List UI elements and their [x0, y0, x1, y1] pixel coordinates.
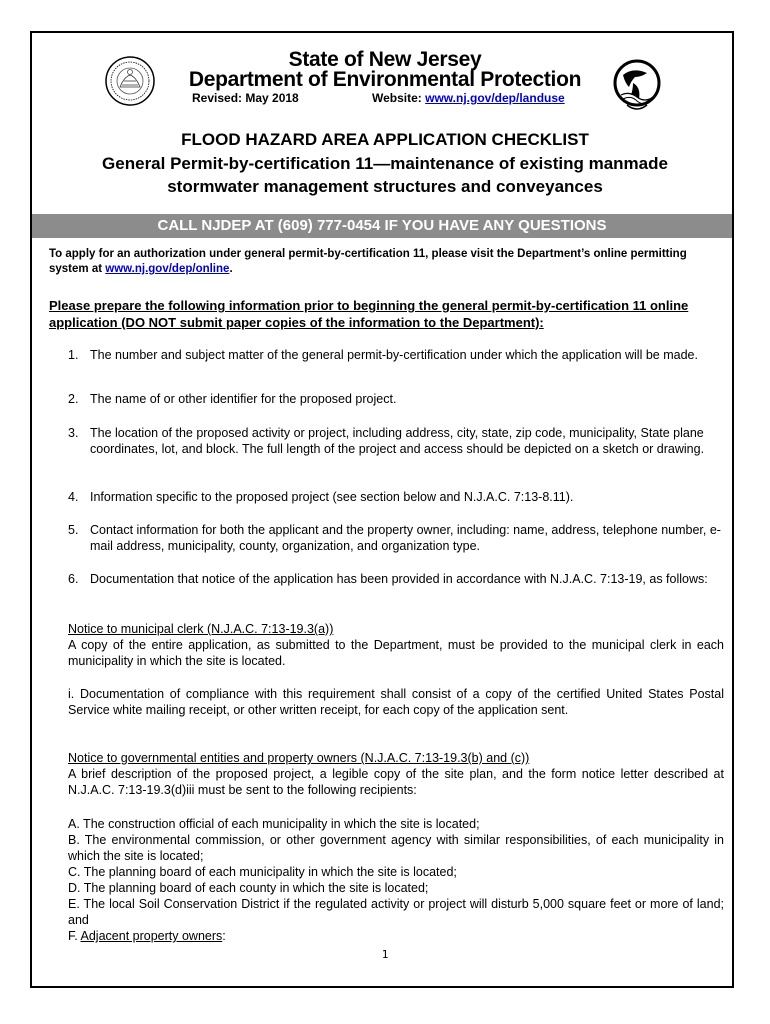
website-link[interactable]: www.nj.gov/dep/landuse [425, 91, 565, 105]
intro-text: To apply for an authorization under general permit-by-certification 11, please visit the Department’s online permitting system at [49, 248, 687, 275]
list-item-text: The number and subject matter of the general permit-by-certification under which the application will be made. [90, 348, 698, 362]
list-item [68, 347, 724, 363]
recipient-item: C. The planning board of each municipality in which the site is located; [68, 865, 457, 879]
list-item-text: The location of the proposed activity or project, including address, city, state, zip code, municipality, State plane coordinates, lot, and block. The full length of the project and access should be depicted on a sketch or drawing. [90, 426, 705, 456]
recipient-f-suffix: : [222, 929, 226, 943]
checklist-subtitle: General Permit-by-certification 11—maintenance of existing manmade stormwater management structures and conveyances [102, 154, 668, 196]
recipient-item [68, 928, 724, 944]
clerk-heading: Notice to municipal clerk (N.J.A.C. 7:13-19.3(a)) [68, 622, 334, 636]
prepare-heading: Please prepare the following information prior to beginning the general permit-by-certification 11 online application (DO NOT submit paper copies of the information to the Department): [49, 298, 689, 330]
govt-text: A brief description of the proposed project, a legible copy of the site plan, and the form notice letter described at N.J.A.C. 7:13-19.3(d)iii must be sent to the following recipients: [68, 767, 724, 797]
clerk-text: A copy of the entire application, as submitted to the Department, must be provided to the municipal clerk in each municipality in which the site is located. [68, 638, 724, 668]
website-line [372, 91, 565, 105]
list-item-text: Documentation that notice of the application has been provided in accordance with N.J.A.C. 7:13-19, as follows: [90, 572, 708, 586]
list-item-number: 4. [68, 490, 79, 504]
recipient-item: E. The local Soil Conservation District if the regulated activity or project will disturb 5,000 square feet or more of land; and [68, 897, 724, 927]
list-item-text: Information specific to the proposed project (see section below and N.J.A.C. 7:13-8.11). [90, 490, 574, 504]
govt-section [68, 750, 724, 798]
recipient-f-prefix: F. [68, 929, 81, 943]
contact-banner: CALL NJDEP AT (609) 777-0454 IF YOU HAVE ANY QUESTIONS [32, 214, 732, 238]
list-item-number: 3. [68, 426, 79, 440]
recipient-f-text: Adjacent property owners [80, 929, 223, 943]
revision-date: Revised: May 2018 [192, 91, 299, 105]
list-item-number: 1. [68, 348, 79, 362]
intro-paragraph [49, 247, 719, 277]
list-item-number: 5. [68, 523, 79, 537]
list-item [68, 522, 724, 554]
list-item [68, 571, 724, 587]
recipient-item: A. The construction official of each municipality in which the site is located; [68, 817, 480, 831]
checklist-title: FLOOD HAZARD AREA APPLICATION CHECKLIST [181, 130, 589, 149]
website-label: Website: [372, 91, 426, 105]
list-item-text: The name of or other identifier for the proposed project. [90, 392, 397, 406]
online-permitting-link[interactable]: www.nj.gov/dep/online [105, 263, 230, 275]
list-item [68, 489, 724, 505]
list-item-number: 6. [68, 572, 79, 586]
list-item [68, 425, 724, 457]
recipient-item: D. The planning board of each county in which the site is located; [68, 881, 429, 895]
recipient-item: B. The environmental commission, or other government agency with similar responsibilities, of each municipality in which the site is located; [68, 833, 724, 863]
state-name: State of New Jersey [288, 48, 482, 71]
govt-heading: Notice to governmental entities and property owners (N.J.A.C. 7:13-19.3(b) and (c)) [68, 751, 530, 765]
page-number: 1 [381, 948, 389, 961]
department-name: Department of Environmental Protection [188, 68, 582, 91]
clerk-documentation: i. Documentation of compliance with this requirement shall consist of a copy of the certified United States Postal Service white mailing receipt, or other written receipt, for each copy of the application sent. [68, 687, 724, 717]
clerk-section [68, 621, 724, 669]
recipient-list [68, 816, 724, 944]
list-item-number: 2. [68, 392, 79, 406]
intro-end: . [229, 263, 233, 275]
list-item-text: Contact information for both the applicant and the property owner, including: name, address, telephone number, e-mail address, municipality, county, organization, and organization type. [90, 523, 721, 553]
list-item [68, 391, 724, 407]
